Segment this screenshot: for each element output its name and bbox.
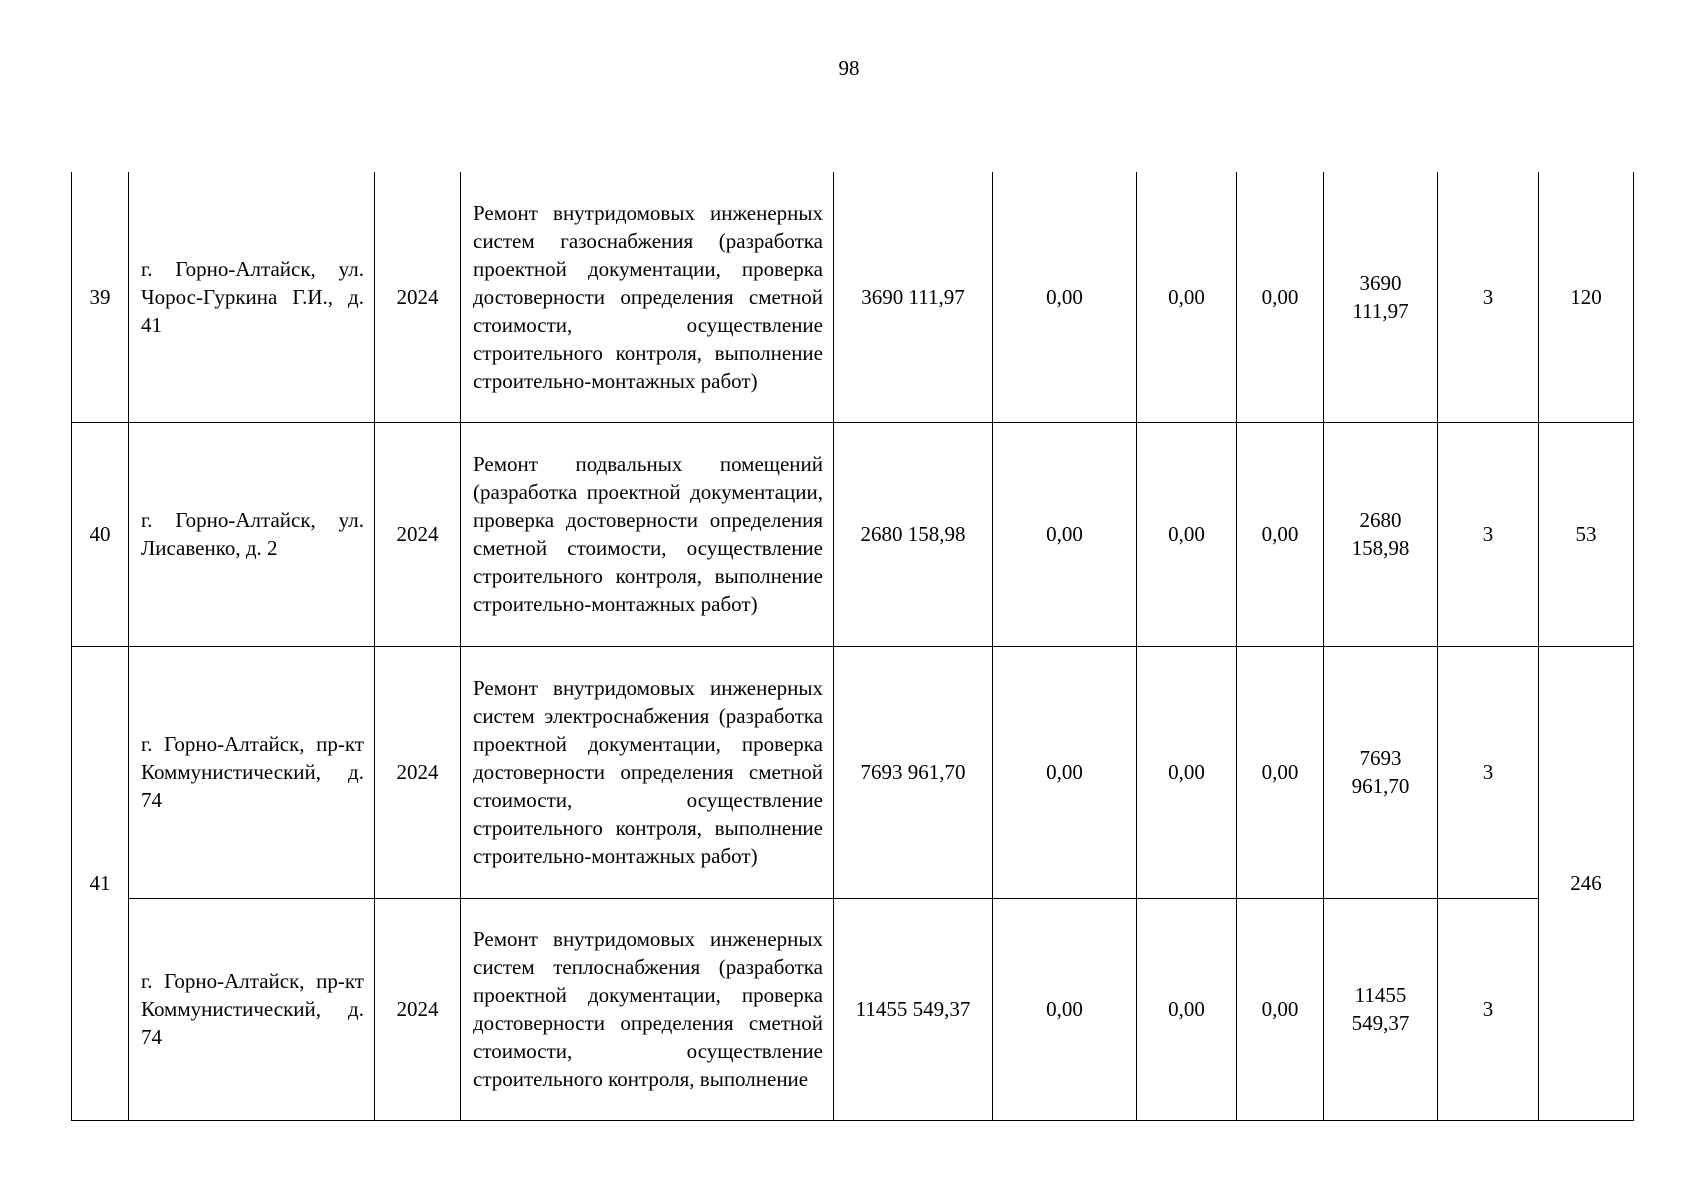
address-cell: г. Горно-Алтайск, ул. Лисавенко, д. 2 <box>129 422 375 646</box>
method-cell: 3 <box>1438 172 1539 422</box>
cost-owner-cell: 7693 961,70 <box>1324 646 1438 898</box>
table-row <box>72 898 1634 1120</box>
cost-owner-cell: 11455 549,37 <box>1324 898 1438 1120</box>
cost-cell: 0,00 <box>1237 422 1324 646</box>
address-cell: г. Горно-Алтайск, пр-кт Коммунистический, д. 74 <box>129 646 375 898</box>
work-description-cell: Ремонт внутридомовых инженерных систем теплоснабжения (разработка проектной документации, проверка достоверности определения сметной стоимости, осуществление строительного контроля, выполнение <box>461 898 834 1120</box>
cost-total-cell: 11455 549,37 <box>834 898 993 1120</box>
table-row <box>72 172 1634 422</box>
table-row <box>72 422 1634 646</box>
cost-cell: 0,00 <box>993 422 1137 646</box>
work-description-cell: Ремонт подвальных помещений (разработка проектной документации, проверка достоверности определения сметной стоимости, осуществление строительного контроля, выполнение строительно-монтажных работ) <box>461 422 834 646</box>
work-description-cell: Ремонт внутридомовых инженерных систем электроснабжения (разработка проектной документации, проверка достоверности определения сметной стоимости, осуществление строительного контроля, выполнение строительно-монтажных работ) <box>461 646 834 898</box>
year-cell: 2024 <box>375 898 461 1120</box>
cost-total-cell: 3690 111,97 <box>834 172 993 422</box>
table-row <box>72 646 1634 898</box>
cost-cell: 0,00 <box>993 172 1137 422</box>
extra-cell: 246 <box>1539 646 1634 1120</box>
page-number: 98 <box>838 56 860 80</box>
extra-cell: 120 <box>1539 172 1634 422</box>
year-cell: 2024 <box>375 422 461 646</box>
address-cell: г. Горно-Алтайск, пр-кт Коммунистический, д. 74 <box>129 898 375 1120</box>
row-number: 39 <box>72 172 129 422</box>
work-description-cell: Ремонт внутридомовых инженерных систем газоснабжения (разработка проектной документации, проверка достоверности определения сметной стоимости, осуществление строительного контроля, выполнение строительно-монтажных работ) <box>461 172 834 422</box>
cost-cell: 0,00 <box>1237 898 1324 1120</box>
cost-cell: 0,00 <box>993 898 1137 1120</box>
cost-cell: 0,00 <box>1137 422 1237 646</box>
program-table <box>71 172 1634 1121</box>
cost-cell: 0,00 <box>993 646 1137 898</box>
method-cell: 3 <box>1438 422 1539 646</box>
cost-owner-cell: 3690 111,97 <box>1324 172 1438 422</box>
cost-total-cell: 2680 158,98 <box>834 422 993 646</box>
cost-cell: 0,00 <box>1137 172 1237 422</box>
cost-cell: 0,00 <box>1137 898 1237 1120</box>
cost-owner-cell: 2680 158,98 <box>1324 422 1438 646</box>
cost-total-cell: 7693 961,70 <box>834 646 993 898</box>
method-cell: 3 <box>1438 898 1539 1120</box>
method-cell: 3 <box>1438 646 1539 898</box>
extra-cell: 53 <box>1539 422 1634 646</box>
cost-cell: 0,00 <box>1237 646 1324 898</box>
cost-cell: 0,00 <box>1137 646 1237 898</box>
cost-cell: 0,00 <box>1237 172 1324 422</box>
row-number: 41 <box>72 646 129 1120</box>
year-cell: 2024 <box>375 646 461 898</box>
year-cell: 2024 <box>375 172 461 422</box>
address-cell: г. Горно-Алтайск, ул. Чорос-Гуркина Г.И., д. 41 <box>129 172 375 422</box>
row-number: 40 <box>72 422 129 646</box>
